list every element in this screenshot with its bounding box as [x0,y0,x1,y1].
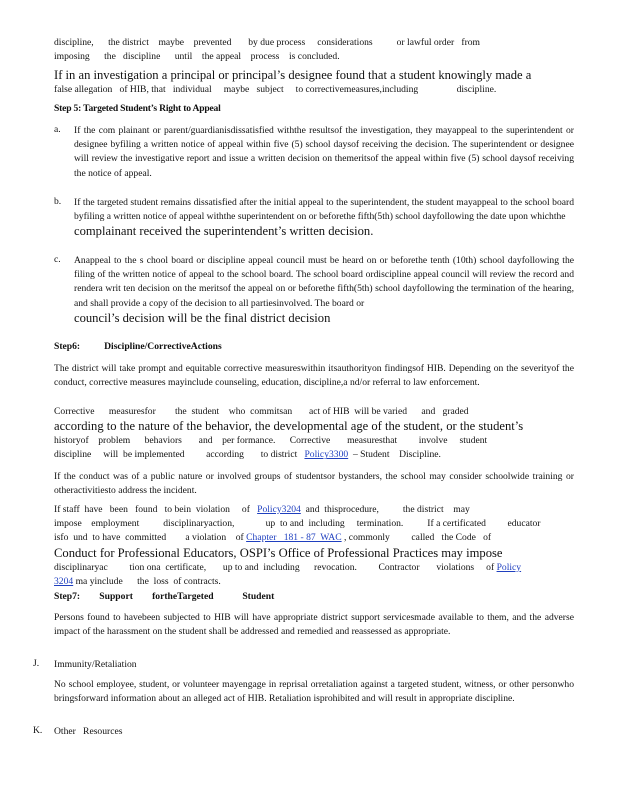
step6-paragraph-2 [54,405,584,463]
text-line [54,448,584,462]
text-line-large: If in an investigation a principal or principal’s designee found that a student knowingly made a [54,68,532,82]
item-a-text: If the com plainant or parent/guardianisdissatisfied withthe resultsof the investigation, they mayappeal to the superintendent or designee byfiling a written notice of appeal within five (5) school daysof receiving the decision. The superintendent or designee will review the investigative report and issue a written decision on themeritsof the appeal within five (5) school daysof receiving the notice of appeal. [74,125,574,179]
item-c-text-large: council’s decision will be the final district decision [74,310,331,325]
step7-heading [54,591,274,602]
text-line: impose employment disciplinaryaction, up to and including termination. If a certificated educator [54,518,541,530]
item-c [74,254,574,326]
step5-heading: Step 5: Targeted Student’s Right to Appeal [54,103,221,114]
text-segment: discipline will be implemented according to district [54,449,298,461]
item-b-text: If the targeted student remains dissatisfied after the initial appeal to the superintendent, the student mayappeal to the school board byfiling a written notice of appeal withthe superintendent on or beforethe fifth(5th) school dayfollowing the date upon whichthe [74,197,574,223]
text-segment: , commonly called the Code of [341,532,492,544]
text-line: historyof problem behaviors and per formance. Corrective measuresthat involve student [54,435,488,447]
item-b-letter: b. [54,196,62,207]
text-segment: ma yinclude the loss of contracts. [73,575,221,587]
policy-3204-link-part[interactable]: 3204 [54,575,74,587]
section-j-paragraph: No school employee, student, or volunteer mayengage in reprisal orretaliation against a targeted student, witness, or other personwho bringsforward information about an alleged act of HIB. Retaliation isprohibited and will result in appropriate discipline. [54,679,574,705]
text-line-large: according to the nature of the behavior, the developmental age of the student, or the student’s [54,419,524,434]
step6-paragraph-1: The district will take prompt and equitable corrective measureswithin itsauthorityon findingsof HIB. Depending on the severityof the conduct, corrective measures mayinclude counseling, education, discipline,a nd/or referral to law enforcement. [54,363,574,389]
chapter-181-87-wac-link[interactable]: Chapter 181 - 87 WAC [246,532,342,544]
section-k-letter: K. [33,725,43,736]
text-line: discipline, the district maybe prevented by due process considerations or lawful order from [54,37,481,48]
step6-heading-text: Step6: Discipline/CorrectiveActions [54,341,222,352]
item-c-text: Anappeal to the s chool board or discipline appeal council must be heard on or beforethe tenth (10th) school dayfollowing the filing of the written notice of appeal to the school board. The school board ordiscipline appeal council will review the record and rendera writ ten decision on the meritsof the appeal on or beforethe fifth(5th) school dayfollowing the termination of the hearing, and shall provide a copy of the decision to all partiesinvolved. The board or [74,255,574,309]
step6-paragraph-3: If the conduct was of a public nature or involved groups of studentsor bystanders, the school may consider schoolwide training or otheractivitiesto address the incident. [54,471,574,497]
text-segment: isfo und to have committed a violation of [54,532,244,544]
section-j-letter: J. [33,658,40,669]
item-b-text-large: complainant received the superintendent’s written decision. [74,224,374,239]
item-b [74,196,574,239]
item-a-letter: a. [54,124,61,135]
step6-paragraph-4 [54,503,584,589]
text-line: false allegation of HIB, that individual maybe subject to correctivemeasures,including discipline. [54,84,497,95]
text-line: Corrective measuresfor the student who commitsan act of HIB will be varied and graded [54,406,469,417]
text-line [54,575,584,589]
item-c-letter: c. [54,254,61,265]
text-segment: If staff have been found to bein violation of [54,504,250,515]
text-line-large: Conduct for Professional Educators, OSPI’s Office of Professional Practices may impose [54,545,503,560]
section-j-heading: Immunity/Retaliation [54,659,137,670]
text-segment: and thisprocedure, the district may [300,504,470,515]
text-line [54,561,584,575]
text-line [54,503,584,517]
step7-heading-text: Step7: Support fortheTargeted Student [54,591,275,602]
false-allegation-paragraph [54,68,584,97]
step7-paragraph: Persons found to havebeen subjected to HIB will have appropriate district support servicesmade available to them, and the adverse impact of the harassment on the student shall be addressed and remedied and reassessed as appropriate. [54,612,574,638]
text-segment: disciplinaryac tion ona certificate, up to and including revocation. Contractor violations of [54,561,495,573]
policy-3300-link[interactable]: Policy3300 [304,449,349,461]
section-k-heading: Other Resources [54,726,123,737]
step6-heading [54,341,222,352]
policy-3204-link[interactable]: Policy3204 [257,504,301,515]
text-segment: – Student Discipline. [348,449,441,461]
text-line: imposing the discipline until the appeal process is concluded. [54,51,340,63]
text-line [54,531,584,545]
policy-link-part[interactable]: Policy [496,561,522,573]
continuation-text [54,36,574,64]
